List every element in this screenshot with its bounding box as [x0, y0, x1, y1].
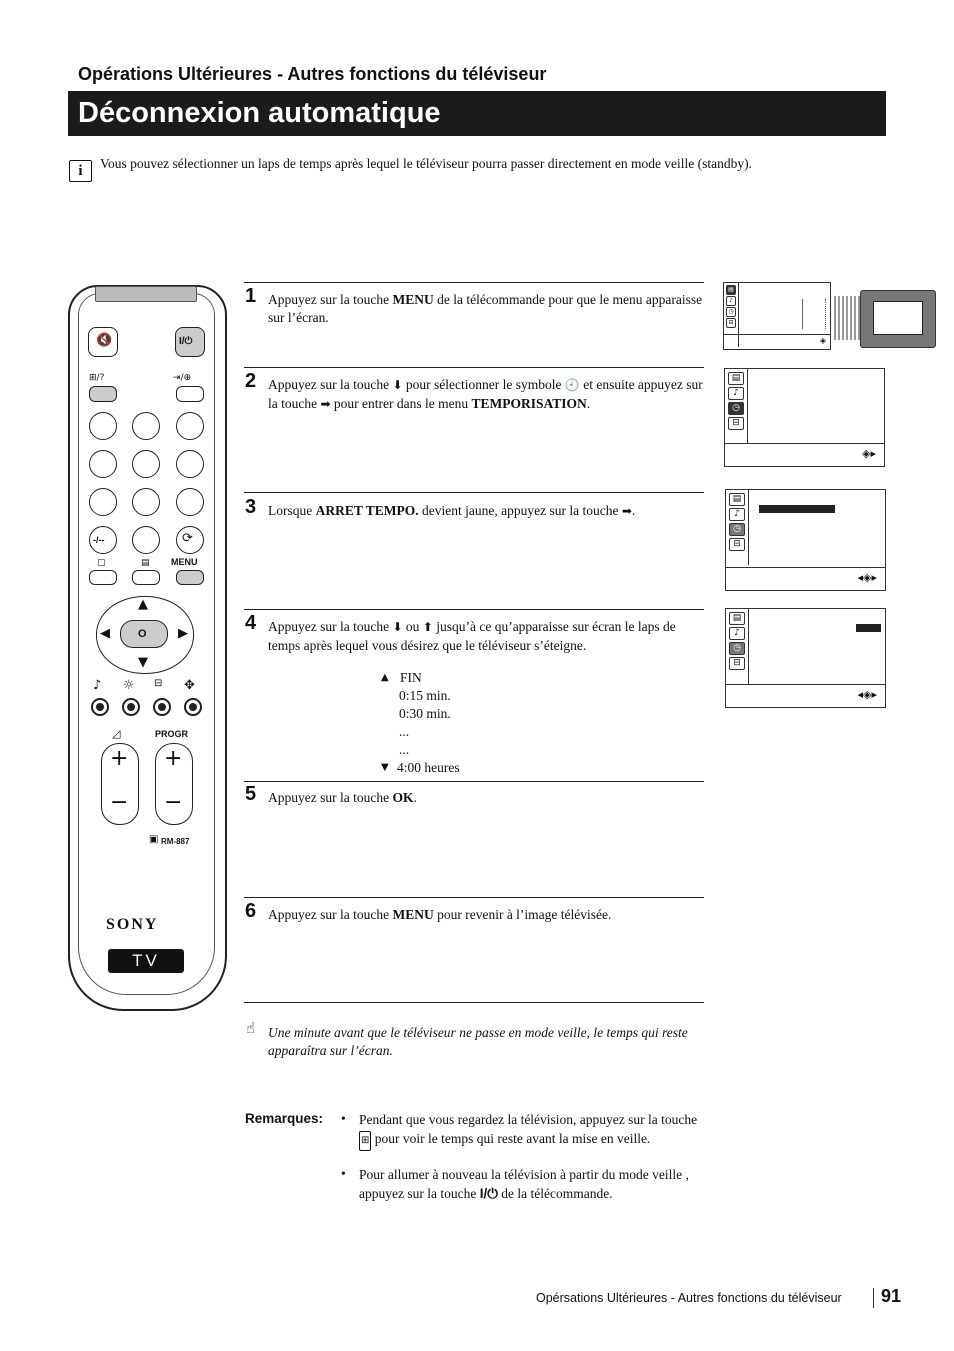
number-button[interactable] — [89, 488, 117, 516]
tv-mode-button[interactable] — [89, 570, 117, 585]
menu-button[interactable] — [176, 570, 204, 585]
number-button[interactable] — [176, 412, 204, 440]
remote-model: RM-887 — [161, 837, 190, 846]
program-plus-icon: + — [164, 746, 183, 771]
step-divider — [244, 282, 704, 283]
zoom-lines — [834, 296, 862, 340]
up-arrow-icon: ⬆ — [422, 620, 433, 634]
bullet-icon: • — [341, 1111, 346, 1126]
text-run: Appuyez sur la touche — [268, 292, 393, 307]
picture-button[interactable] — [122, 698, 140, 716]
page-title: Déconnexion automatique — [78, 97, 441, 129]
teletext-icon: ▤ — [141, 558, 150, 568]
sound-menu-icon: ♪ — [728, 387, 744, 400]
volume-minus-icon: − — [110, 790, 129, 815]
text-run: pour entrer dans le menu — [330, 395, 472, 411]
step-6-number: 6 — [245, 900, 257, 922]
input-button[interactable] — [176, 386, 204, 402]
menu-footer — [726, 684, 885, 707]
text-run: . — [586, 395, 591, 411]
menu-footer — [726, 567, 885, 590]
direct-digit-button[interactable] — [89, 526, 117, 554]
text-run: jusqu’à ce qu’apparaisse sur écran le laps de temps après lequel vous désirez que le téléviseur s’éteigne. — [268, 619, 676, 653]
step-5-text — [268, 789, 704, 807]
power-button[interactable] — [175, 327, 205, 357]
text-run: Appuyez sur la touche — [268, 790, 393, 805]
right-arrow-icon: ▶ — [178, 626, 188, 641]
step-5-number: 5 — [245, 783, 257, 805]
step-3-text — [268, 502, 704, 521]
step-4-number: 4 — [245, 612, 257, 634]
position-button[interactable] — [184, 698, 202, 716]
picture-menu-icon: ▤ — [726, 285, 736, 295]
highlighted-value — [856, 624, 881, 632]
timer-option: FIN — [400, 670, 422, 685]
step-divider — [244, 897, 704, 898]
text-run: de la télécommande. — [497, 1185, 613, 1201]
position-icon: ✥ — [184, 678, 195, 693]
text-run: . — [631, 503, 636, 518]
menu-name: TEMPORISATION — [471, 395, 587, 411]
text-run: Appuyez sur la touche — [268, 907, 393, 922]
info-icon: i — [69, 160, 92, 182]
down-arrow-icon: ▼ — [138, 655, 148, 670]
step-2-text — [268, 376, 704, 413]
clock-icon: 🕘 — [564, 378, 580, 392]
screen-format-button[interactable] — [153, 698, 171, 716]
picture-icon: ☼ — [123, 678, 135, 693]
menu-footer — [725, 443, 884, 466]
remote-ir-window — [95, 286, 197, 302]
key-name: MENU — [392, 907, 434, 922]
text-run: Appuyez sur la touche — [268, 619, 393, 634]
menu-screen-4 — [725, 608, 886, 708]
progr-label: PROGR — [155, 729, 189, 739]
number-button[interactable] — [132, 526, 160, 554]
nav-keys-icon: ◈ — [819, 336, 826, 345]
step-4-text — [268, 618, 704, 654]
up-arrow-icon: ▲ — [138, 597, 148, 612]
text-run: devient jaune, appuyez sur la touche — [418, 503, 622, 518]
step-divider — [244, 609, 704, 610]
mute-icon: 🔇 — [96, 333, 113, 348]
menu-icon-column — [725, 369, 748, 444]
text-run: de la télécommande pour que le menu apparaisse sur l’écran. — [268, 292, 703, 325]
volume-plus-icon: + — [110, 746, 129, 771]
menu-screen-1 — [723, 282, 831, 350]
sound-menu-icon: ♪ — [729, 508, 745, 521]
power-symbol: I/⏻ — [479, 1185, 498, 1201]
screen-format-icon: ⊟ — [154, 678, 163, 689]
up-triangle-icon: ▲ — [381, 672, 389, 683]
jump-button[interactable] — [176, 526, 204, 554]
number-button[interactable] — [89, 412, 117, 440]
ok-button[interactable] — [120, 620, 168, 648]
picture-menu-icon: ▤ — [728, 372, 744, 385]
step-divider — [244, 781, 704, 782]
option-name: ARRET TEMPO. — [315, 503, 419, 518]
down-arrow-icon: ⬇ — [392, 620, 403, 634]
text-run: pour voir le temps qui reste avant la mise en veille. — [371, 1130, 651, 1146]
timer-option: ... — [399, 724, 410, 739]
hint-text: Une minute avant que le téléviseur ne passe en mode veille, le temps qui reste apparaîtra sur l’écran. — [268, 1025, 688, 1058]
number-button[interactable] — [132, 412, 160, 440]
number-button[interactable] — [132, 450, 160, 478]
intro-text: Vous pouvez sélectionner un laps de temps après lequel le téléviseur pourra passer directement en mode veille (standby). — [100, 156, 753, 171]
number-button[interactable] — [132, 488, 160, 516]
setup-menu-icon: ⊟ — [726, 318, 736, 328]
tv-screen — [873, 301, 923, 335]
info-plus-icon: ⊞ — [359, 1131, 371, 1152]
section-title: Opérations Ultérieures - Autres fonctions du téléviseur — [78, 64, 547, 84]
step-2-number: 2 — [245, 370, 257, 392]
input-icon: ⇥/⊕ — [173, 373, 192, 383]
step-divider — [244, 367, 704, 368]
menu-screen-3 — [725, 489, 886, 591]
timer-menu-icon: ◷ — [729, 642, 745, 655]
menu-icon-column — [726, 609, 749, 684]
teletext-button[interactable] — [132, 570, 160, 585]
timer-option: 0:15 min. — [399, 688, 451, 703]
page-number: 91 — [881, 1286, 902, 1306]
text-run: Appuyez sur la touche — [268, 377, 393, 392]
footer-separator — [873, 1288, 874, 1308]
remote-logo-icon: ▣ — [149, 834, 159, 845]
setup-menu-icon: ⊟ — [729, 538, 745, 551]
nav-keys-icon: ◂◈▸ — [857, 688, 877, 701]
right-arrow-icon: ➡ — [320, 396, 331, 411]
ok-label: O — [138, 628, 147, 640]
timer-menu-icon: ◷ — [726, 307, 736, 317]
text-run: ou — [402, 619, 423, 634]
number-button[interactable] — [89, 450, 117, 478]
bullet-icon: • — [341, 1166, 346, 1181]
key-name: OK — [392, 790, 414, 805]
volume-icon: ◿ — [112, 727, 121, 740]
sound-icon: ♪ — [93, 678, 102, 693]
timer-option: 4:00 heures — [397, 760, 460, 775]
timer-menu-icon: ◷ — [729, 523, 745, 536]
power-label: I/⏻ — [179, 336, 193, 347]
number-button[interactable] — [176, 450, 204, 478]
tv-badge: TV — [108, 949, 184, 973]
menu-screen-2 — [724, 368, 885, 467]
info-button[interactable] — [89, 386, 117, 402]
text-run: Pendant que vous regardez la télévision, appuyez sur la touche — [359, 1112, 698, 1127]
sound-button[interactable] — [91, 698, 109, 716]
brand-logo: SONY — [106, 916, 159, 933]
left-arrow-icon: ◀ — [100, 626, 110, 641]
number-button[interactable] — [176, 488, 204, 516]
down-arrow-icon: ⬇ — [392, 378, 403, 392]
step-1-text — [268, 291, 704, 326]
timer-menu-icon: ◷ — [728, 402, 744, 415]
remarks-label: Remarques: — [245, 1111, 324, 1126]
step-divider — [244, 492, 704, 493]
sound-menu-icon: ♪ — [729, 627, 745, 640]
jump-icon: ⟳ — [182, 531, 193, 546]
text-run: et ensuite appuyez sur la touche — [268, 377, 703, 411]
footer-text: Opérsations Ultérieures - Autres fonctions du téléviseur — [536, 1291, 842, 1305]
timer-option: ... — [399, 742, 410, 757]
step-3-number: 3 — [245, 496, 257, 518]
remark-1 — [359, 1111, 704, 1151]
menu-footer — [724, 334, 830, 349]
right-arrow-icon: ➡ — [621, 504, 632, 518]
menu-icon-column — [726, 490, 749, 565]
step-divider — [244, 1002, 704, 1003]
nav-keys-icon: ◂◈▸ — [857, 571, 877, 584]
down-triangle-icon: ▼ — [381, 762, 389, 773]
tv-set-illustration — [860, 290, 936, 348]
picture-menu-icon: ▤ — [729, 612, 745, 625]
picture-menu-icon: ▤ — [729, 493, 745, 506]
text-run: pour revenir à l’image télévisée. — [433, 907, 612, 922]
highlighted-menu-line — [759, 505, 835, 513]
step-1-number: 1 — [245, 285, 257, 307]
hand-pointer-icon: ☝ — [246, 1019, 256, 1037]
direct-digit-label: -/-- — [93, 535, 105, 545]
setup-menu-icon: ⊟ — [729, 657, 745, 670]
text-run: Pour allumer à nouveau la télévision à partir du mode veille , appuyez sur la touche — [359, 1167, 689, 1201]
remark-2 — [359, 1166, 704, 1203]
tv-mode-icon: ▢ — [97, 558, 106, 568]
text-run: Lorsque — [268, 503, 316, 518]
nav-keys-icon: ◈▸ — [862, 447, 876, 460]
mute-button[interactable] — [88, 327, 118, 357]
text-run: pour sélectionner le symbole — [402, 377, 565, 392]
timer-option: 0:30 min. — [399, 706, 451, 721]
key-name: MENU — [392, 292, 434, 307]
sound-menu-icon: ♪ — [726, 296, 736, 306]
info-clock-icon: ⊞/? — [89, 373, 105, 383]
menu-label: MENU — [171, 557, 198, 567]
text-run: . — [413, 790, 417, 805]
menu-sliders — [802, 299, 826, 329]
step-6-text — [268, 906, 704, 924]
setup-menu-icon: ⊟ — [728, 417, 744, 430]
program-minus-icon: − — [164, 790, 183, 815]
